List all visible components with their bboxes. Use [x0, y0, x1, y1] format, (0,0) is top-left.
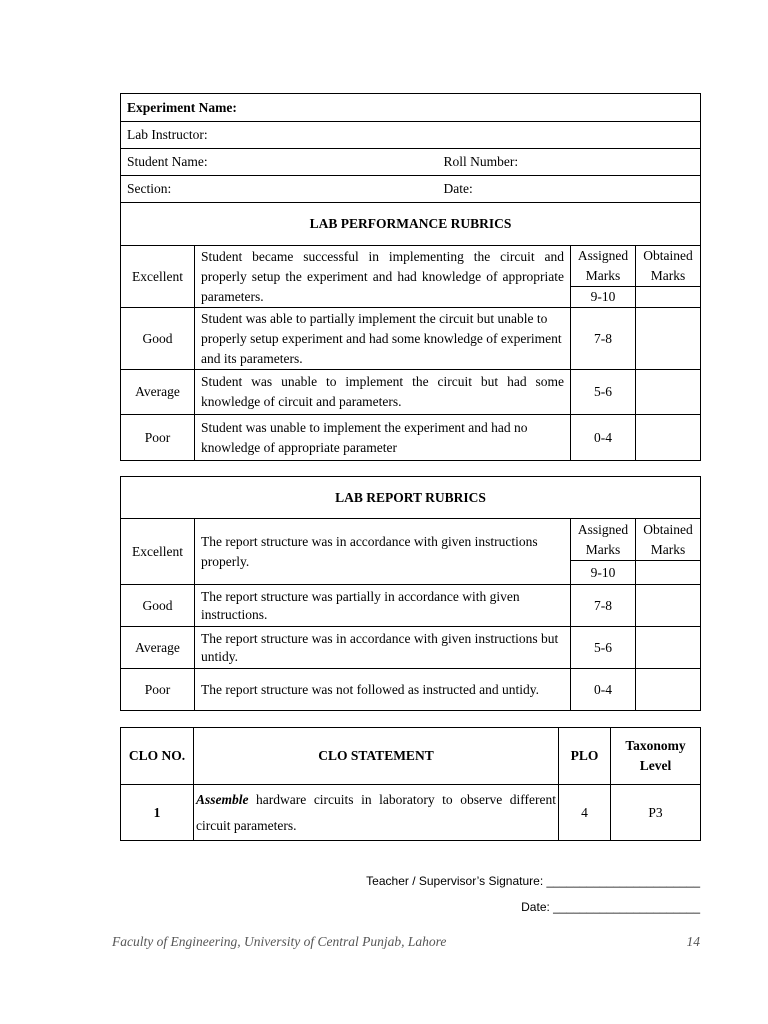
obtained-marks-cell[interactable]	[636, 370, 701, 415]
rubric-description: Student was able to partially implement the circuit but unable to properly setup experiment and had some knowledge of experiment and its parameters.	[195, 308, 571, 370]
page-footer	[112, 934, 700, 950]
grade-excellent: Excellent	[121, 519, 195, 585]
obtained-marks-cell[interactable]	[636, 287, 701, 308]
rubric-description: The report structure was not followed as instructed and untidy.	[195, 669, 571, 711]
assigned-marks-value: 5-6	[571, 370, 636, 415]
grade-excellent: Excellent	[121, 246, 195, 308]
obtained-marks-cell[interactable]	[636, 308, 701, 370]
experiment-info-table	[120, 93, 701, 203]
plo-value: 4	[559, 785, 611, 841]
obtained-marks-cell[interactable]	[636, 415, 701, 461]
rubric-description: Student was unable to implement the circuit but had some knowledge of circuit and parameters.	[195, 370, 571, 415]
taxonomy-level-header: Taxonomy Level	[611, 728, 701, 785]
section-label: Section:	[121, 176, 438, 203]
grade-poor: Poor	[121, 415, 195, 461]
clo-no-header: CLO NO.	[121, 728, 194, 785]
clo-statement-text: hardware circuits in laboratory to observe different circuit parameters.	[196, 791, 556, 833]
date-label: Date:	[438, 176, 701, 203]
page-number: 14	[686, 934, 700, 949]
clo-table	[120, 727, 701, 841]
roll-number-label: Roll Number:	[438, 149, 701, 176]
rubric-description: The report structure was partially in accordance with given instructions.	[195, 585, 571, 627]
assigned-marks-value: 5-6	[571, 627, 636, 669]
assigned-marks-header: Assigned Marks	[571, 246, 636, 287]
lab-performance-rubrics-table	[120, 202, 701, 461]
teacher-signature-label: Teacher / Supervisor’s Signature:	[366, 874, 544, 888]
lab-report-title: LAB REPORT RUBRICS	[121, 477, 701, 519]
lab-report-rubrics-table	[120, 476, 701, 711]
grade-good: Good	[121, 585, 195, 627]
signature-date-line[interactable]	[521, 900, 700, 914]
assigned-marks-value: 9-10	[571, 561, 636, 585]
grade-average: Average	[121, 627, 195, 669]
rubric-description: Student was unable to implement the experiment and had no knowledge of appropriate parameter	[195, 415, 571, 461]
assigned-marks-value: 0-4	[571, 415, 636, 461]
obtained-marks-cell[interactable]	[636, 627, 701, 669]
taxonomy-level-value: P3	[611, 785, 701, 841]
clo-statement-header: CLO STATEMENT	[194, 728, 559, 785]
assigned-marks-header: Assigned Marks	[571, 519, 636, 561]
lab-instructor-label: Lab Instructor:	[121, 122, 701, 149]
obtained-marks-cell[interactable]	[636, 585, 701, 627]
assigned-marks-value: 0-4	[571, 669, 636, 711]
assigned-marks-value: 7-8	[571, 308, 636, 370]
assigned-marks-value: 9-10	[571, 287, 636, 308]
lab-performance-title: LAB PERFORMANCE RUBRICS	[121, 203, 701, 246]
obtained-marks-header: Obtained Marks	[636, 519, 701, 561]
grade-good: Good	[121, 308, 195, 370]
obtained-marks-cell[interactable]	[636, 669, 701, 711]
obtained-marks-cell[interactable]	[636, 561, 701, 585]
teacher-signature-line[interactable]	[366, 874, 700, 888]
clo-action-verb: Assemble	[196, 791, 249, 807]
signature-date-blank[interactable]: ______________________	[553, 900, 700, 914]
rubric-description: Student became successful in implementing the circuit and properly setup the experiment and had knowledge of appropriate parameters.	[195, 246, 571, 308]
grade-poor: Poor	[121, 669, 195, 711]
obtained-marks-header: Obtained Marks	[636, 246, 701, 287]
plo-header: PLO	[559, 728, 611, 785]
experiment-name-label: Experiment Name:	[121, 94, 701, 122]
assigned-marks-value: 7-8	[571, 585, 636, 627]
clo-number: 1	[121, 785, 194, 841]
student-name-label: Student Name:	[121, 149, 438, 176]
signature-date-label: Date:	[521, 900, 550, 914]
teacher-signature-blank[interactable]: _______________________	[546, 874, 700, 888]
grade-average: Average	[121, 370, 195, 415]
rubric-description: The report structure was in accordance with given instructions but untidy.	[195, 627, 571, 669]
footer-institution: Faculty of Engineering, University of Central Punjab, Lahore	[112, 934, 447, 949]
rubric-description: The report structure was in accordance with given instructions properly.	[195, 519, 571, 585]
clo-statement	[194, 785, 559, 841]
